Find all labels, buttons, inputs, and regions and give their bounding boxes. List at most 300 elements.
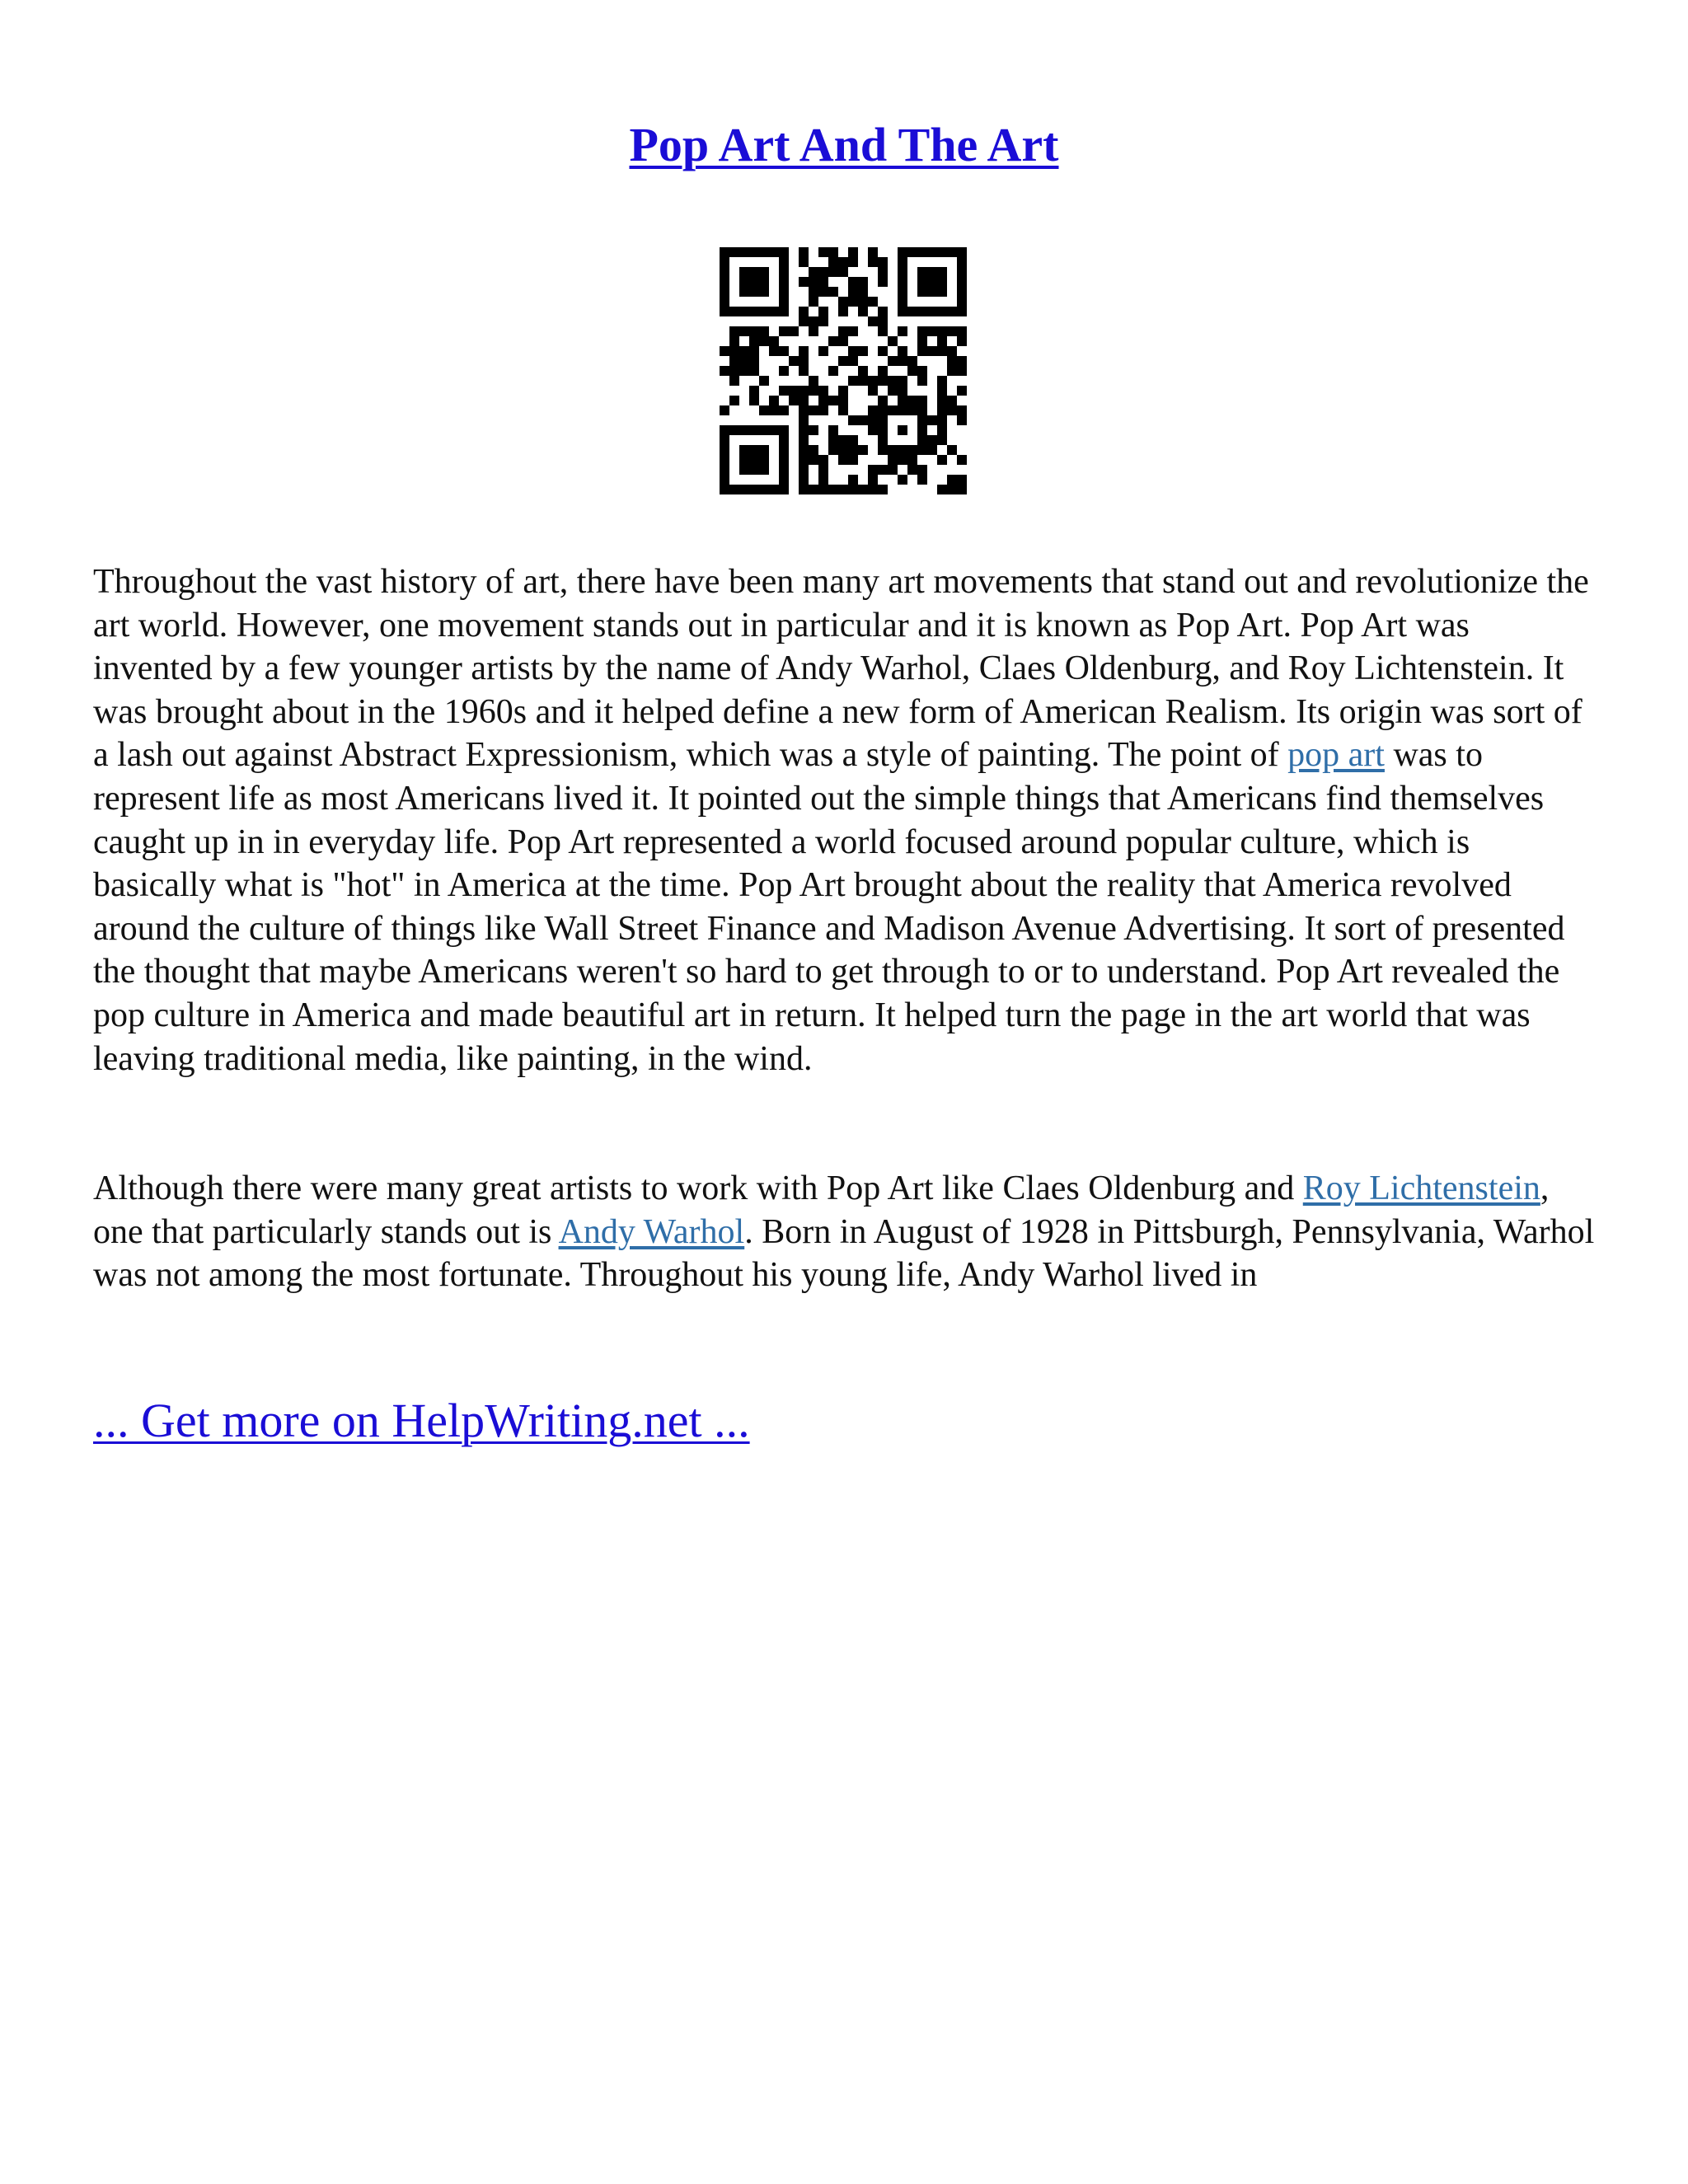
- qr-module: [759, 247, 769, 257]
- qr-module: [759, 336, 769, 346]
- qr-module: [868, 485, 878, 494]
- qr-module: [789, 326, 799, 336]
- qr-module: [878, 326, 888, 336]
- qr-module: [799, 247, 809, 257]
- qr-module: [779, 326, 789, 336]
- qr-module: [799, 425, 809, 435]
- qr-module: [799, 475, 809, 485]
- qr-module: [868, 415, 878, 425]
- qr-module: [720, 287, 729, 297]
- qr-module: [769, 425, 779, 435]
- qr-module: [769, 396, 779, 405]
- qr-module: [858, 445, 868, 455]
- qr-module: [789, 386, 799, 396]
- qr-module: [739, 326, 749, 336]
- qr-module: [907, 405, 917, 415]
- qr-module: [739, 267, 749, 277]
- qr-module: [937, 346, 947, 356]
- qr-module: [937, 435, 947, 445]
- qr-module: [779, 485, 789, 494]
- qr-module: [729, 336, 739, 346]
- qr-module: [947, 475, 957, 485]
- qr-module: [729, 247, 739, 257]
- qr-module: [888, 445, 898, 455]
- qr-module: [809, 386, 818, 396]
- qr-module: [937, 267, 947, 277]
- qr-module: [729, 425, 739, 435]
- qr-module: [729, 326, 739, 336]
- qr-module: [917, 267, 927, 277]
- get-more-link[interactable]: ... Get more on HelpWriting.net ...: [93, 1394, 750, 1447]
- qr-module: [898, 277, 907, 287]
- qr-module: [898, 307, 907, 316]
- qr-module: [818, 316, 828, 326]
- qr-module: [858, 366, 868, 376]
- qr-module: [927, 287, 937, 297]
- qr-module: [937, 425, 947, 435]
- qr-module: [957, 386, 967, 396]
- qr-module: [720, 465, 729, 475]
- qr-module: [907, 356, 917, 366]
- qr-module: [799, 277, 809, 287]
- qr-module: [779, 297, 789, 307]
- qr-module: [739, 346, 749, 356]
- qr-module: [858, 346, 868, 356]
- qr-module: [957, 415, 967, 425]
- qr-module: [848, 277, 858, 287]
- qr-module: [868, 386, 878, 396]
- andy-warhol-link[interactable]: Andy Warhol: [558, 1212, 745, 1251]
- qr-module: [937, 326, 947, 336]
- qr-module: [799, 307, 809, 316]
- qr-module: [947, 445, 957, 455]
- paragraph-2-text-a: Although there were many great artists to work with Pop Art like Claes Oldenburg and: [93, 1169, 1303, 1207]
- qr-module: [878, 267, 888, 277]
- roy-lichtenstein-link[interactable]: Roy Lichtenstein: [1302, 1169, 1540, 1207]
- paragraph-2: [93, 1167, 1595, 1297]
- qr-module: [799, 465, 809, 475]
- qr-module: [898, 475, 907, 485]
- qr-module: [898, 425, 907, 435]
- qr-module: [749, 455, 759, 465]
- qr-module: [720, 247, 729, 257]
- qr-module: [868, 316, 878, 326]
- qr-module: [937, 376, 947, 386]
- qr-module: [898, 257, 907, 267]
- paragraph-2-text-c: . Born in August of 1928 in Pittsburgh, Pennsylvania, Warhol was not among the most fortunate. Throughout his young life, Andy Warhol lived in: [93, 1212, 1595, 1295]
- qr-module: [848, 376, 858, 386]
- qr-module: [947, 346, 957, 356]
- qr-module: [779, 435, 789, 445]
- qr-module: [888, 405, 898, 415]
- qr-module: [720, 455, 729, 465]
- qr-module: [898, 287, 907, 297]
- qr-module: [809, 485, 818, 494]
- qr-module: [838, 445, 848, 455]
- qr-module: [927, 435, 937, 445]
- qr-module: [937, 455, 947, 465]
- qr-module: [868, 425, 878, 435]
- qr-module: [749, 356, 759, 366]
- qr-module: [937, 336, 947, 346]
- qr-module: [779, 455, 789, 465]
- qr-module: [720, 297, 729, 307]
- qr-module: [749, 287, 759, 297]
- qr-module: [917, 247, 927, 257]
- qr-module: [818, 386, 828, 396]
- qr-module: [769, 247, 779, 257]
- qr-module: [739, 455, 749, 465]
- qr-code-icon: [720, 247, 967, 494]
- qr-module: [937, 386, 947, 396]
- qr-module: [878, 435, 888, 445]
- qr-module: [917, 396, 927, 405]
- qr-module: [888, 356, 898, 366]
- qr-module: [759, 326, 769, 336]
- qr-module: [720, 475, 729, 485]
- qr-module: [769, 346, 779, 356]
- qr-module: [957, 247, 967, 257]
- qr-code: [720, 247, 967, 494]
- qr-module: [749, 485, 759, 494]
- qr-module: [917, 425, 927, 435]
- qr-module: [937, 287, 947, 297]
- qr-module: [957, 405, 967, 415]
- qr-module: [838, 297, 848, 307]
- qr-module: [818, 485, 828, 494]
- qr-module: [809, 326, 818, 336]
- qr-module: [799, 257, 809, 267]
- qr-module: [720, 366, 729, 376]
- qr-module: [898, 376, 907, 386]
- qr-module: [848, 435, 858, 445]
- qr-module: [858, 297, 868, 307]
- qr-module: [739, 247, 749, 257]
- qr-module: [957, 326, 967, 336]
- page-title: [0, 112, 1688, 178]
- qr-module: [868, 257, 878, 267]
- qr-module: [739, 366, 749, 376]
- qr-module: [848, 287, 858, 297]
- qr-module: [799, 386, 809, 396]
- paragraph-1: [93, 560, 1595, 1080]
- qr-module: [749, 247, 759, 257]
- qr-module: [858, 307, 868, 316]
- qr-module: [799, 435, 809, 445]
- qr-module: [739, 356, 749, 366]
- qr-module: [720, 445, 729, 455]
- qr-module: [779, 465, 789, 475]
- qr-module: [779, 366, 789, 376]
- qr-module: [720, 267, 729, 277]
- qr-module: [878, 405, 888, 415]
- qr-module: [749, 386, 759, 396]
- qr-module: [720, 425, 729, 435]
- qr-module: [720, 346, 729, 356]
- qr-module: [937, 307, 947, 316]
- qr-module: [759, 267, 769, 277]
- qr-module: [779, 425, 789, 435]
- qr-module: [848, 247, 858, 257]
- qr-module: [907, 465, 917, 475]
- qr-module: [947, 307, 957, 316]
- qr-module: [779, 386, 789, 396]
- qr-module: [858, 277, 868, 287]
- qr-module: [957, 307, 967, 316]
- qr-module: [818, 405, 828, 415]
- qr-module: [779, 445, 789, 455]
- qr-module: [720, 485, 729, 494]
- qr-module: [838, 396, 848, 405]
- qr-module: [809, 297, 818, 307]
- qr-module: [917, 346, 927, 356]
- qr-module: [848, 455, 858, 465]
- qr-module: [838, 307, 848, 316]
- qr-module: [888, 336, 898, 346]
- qr-module: [957, 297, 967, 307]
- qr-module: [739, 277, 749, 287]
- qr-module: [799, 405, 809, 415]
- qr-module: [898, 356, 907, 366]
- qr-module: [789, 396, 799, 405]
- qr-module: [907, 366, 917, 376]
- qr-module: [779, 247, 789, 257]
- qr-module: [898, 247, 907, 257]
- qr-module: [838, 257, 848, 267]
- qr-module: [759, 485, 769, 494]
- qr-module: [720, 257, 729, 267]
- qr-module: [799, 346, 809, 356]
- qr-module: [818, 475, 828, 485]
- qr-module: [720, 405, 729, 415]
- qr-module: [947, 247, 957, 257]
- qr-module: [779, 475, 789, 485]
- qr-module: [809, 405, 818, 415]
- qr-module: [947, 485, 957, 494]
- qr-module: [729, 376, 739, 386]
- qr-module: [907, 455, 917, 465]
- qr-module: [878, 376, 888, 386]
- qr-module: [937, 247, 947, 257]
- qr-module: [799, 445, 809, 455]
- qr-module: [779, 277, 789, 287]
- qr-module: [818, 287, 828, 297]
- qr-module: [769, 405, 779, 415]
- qr-module: [868, 405, 878, 415]
- qr-module: [898, 445, 907, 455]
- qr-module: [878, 485, 888, 494]
- qr-module: [878, 396, 888, 405]
- pop-art-link[interactable]: pop art: [1287, 736, 1385, 775]
- qr-module: [739, 425, 749, 435]
- qr-module: [739, 485, 749, 494]
- qr-module: [818, 307, 828, 316]
- qr-module: [779, 267, 789, 277]
- qr-module: [907, 396, 917, 405]
- qr-module: [878, 346, 888, 356]
- qr-module: [749, 326, 759, 336]
- qr-module: [947, 366, 957, 376]
- qr-module: [838, 386, 848, 396]
- qr-module: [907, 307, 917, 316]
- qr-module: [927, 415, 937, 425]
- qr-module: [957, 455, 967, 465]
- qr-module: [838, 356, 848, 366]
- qr-module: [838, 455, 848, 465]
- qr-module: [818, 277, 828, 287]
- qr-module: [848, 415, 858, 425]
- qr-module: [720, 277, 729, 287]
- qr-module: [749, 267, 759, 277]
- qr-module: [878, 316, 888, 326]
- qr-module: [927, 445, 937, 455]
- qr-module: [848, 356, 858, 366]
- qr-module: [789, 356, 799, 366]
- qr-module: [769, 336, 779, 346]
- qr-module: [898, 267, 907, 277]
- qr-module: [917, 336, 927, 346]
- qr-module: [799, 415, 809, 425]
- qr-module: [858, 485, 868, 494]
- qr-module: [809, 445, 818, 455]
- qr-module: [927, 307, 937, 316]
- qr-module: [947, 356, 957, 366]
- qr-module: [898, 297, 907, 307]
- qr-module: [799, 485, 809, 494]
- qr-module: [828, 287, 838, 297]
- qr-module: [799, 356, 809, 366]
- qr-module: [917, 376, 927, 386]
- qr-module: [828, 445, 838, 455]
- get-more-paragraph: [93, 1390, 750, 1452]
- qr-module: [739, 287, 749, 297]
- qr-module: [927, 267, 937, 277]
- qr-module: [848, 475, 858, 485]
- paragraph-2-text-b: , one that particularly stands out is: [93, 1169, 1550, 1251]
- qr-module: [828, 336, 838, 346]
- qr-module: [749, 396, 759, 405]
- qr-module: [759, 277, 769, 287]
- qr-module: [828, 366, 838, 376]
- qr-module: [749, 307, 759, 316]
- qr-module: [729, 366, 739, 376]
- qr-module: [878, 366, 888, 376]
- qr-module: [828, 485, 838, 494]
- qr-module: [947, 326, 957, 336]
- qr-module: [878, 415, 888, 425]
- qr-module: [917, 366, 927, 376]
- qr-module: [818, 396, 828, 405]
- qr-module: [838, 267, 848, 277]
- qr-module: [878, 277, 888, 287]
- qr-module: [917, 445, 927, 455]
- qr-module: [878, 465, 888, 475]
- qr-module: [818, 267, 828, 277]
- qr-module: [749, 465, 759, 475]
- qr-module: [898, 405, 907, 415]
- qr-module: [729, 396, 739, 405]
- title-link[interactable]: Pop Art And The Art: [629, 118, 1059, 171]
- qr-module: [917, 415, 927, 425]
- qr-module: [848, 326, 858, 336]
- qr-module: [749, 425, 759, 435]
- qr-module: [907, 445, 917, 455]
- qr-module: [729, 307, 739, 316]
- qr-module: [759, 376, 769, 386]
- qr-module: [868, 247, 878, 257]
- qr-module: [898, 326, 907, 336]
- qr-module: [848, 445, 858, 455]
- qr-module: [779, 287, 789, 297]
- qr-module: [878, 425, 888, 435]
- qr-module: [828, 435, 838, 445]
- qr-module: [749, 346, 759, 356]
- qr-module: [907, 247, 917, 257]
- qr-module: [809, 316, 818, 326]
- qr-module: [828, 425, 838, 435]
- qr-module: [898, 346, 907, 356]
- qr-module: [937, 485, 947, 494]
- qr-module: [927, 277, 937, 287]
- qr-module: [957, 287, 967, 297]
- qr-module: [957, 366, 967, 376]
- qr-module: [759, 455, 769, 465]
- qr-module: [769, 307, 779, 316]
- qr-module: [838, 485, 848, 494]
- qr-module: [868, 297, 878, 307]
- qr-module: [729, 356, 739, 366]
- qr-module: [739, 465, 749, 475]
- qr-module: [888, 376, 898, 386]
- qr-module: [868, 475, 878, 485]
- qr-module: [729, 346, 739, 356]
- qr-module: [838, 435, 848, 445]
- qr-module: [917, 465, 927, 475]
- qr-module: [848, 346, 858, 356]
- qr-module: [818, 455, 828, 465]
- qr-module: [749, 366, 759, 376]
- qr-module: [937, 396, 947, 405]
- qr-module: [828, 247, 838, 257]
- qr-module: [888, 386, 898, 396]
- qr-module: [720, 435, 729, 445]
- qr-module: [927, 326, 937, 336]
- qr-module: [858, 415, 868, 425]
- paragraph-1-text-b: was to represent life as most Americans lived it. It pointed out the simple things that Americans find themselves caught up in in everyday life. Pop Art represented a world focused around popular culture, which is basically what is "hot" in America at the time. Pop Art brought about the reality that America revolved around the culture of things like Wall Street Finance and Madison Avenue Advertising. It sort of presented the thought that maybe Americans weren't so hard to get through to or to understand. Pop Art revealed the pop culture in America and made beautiful art in return. It helped turn the page in the art world that was leaving traditional media, like painting, in the wind.: [93, 736, 1565, 1078]
- qr-module: [917, 405, 927, 415]
- qr-module: [779, 346, 789, 356]
- qr-module: [809, 455, 818, 465]
- qr-module: [868, 465, 878, 475]
- qr-module: [917, 326, 927, 336]
- qr-module: [917, 307, 927, 316]
- qr-module: [878, 257, 888, 267]
- qr-module: [779, 257, 789, 267]
- qr-module: [720, 307, 729, 316]
- qr-module: [799, 455, 809, 465]
- qr-module: [799, 316, 809, 326]
- qr-module: [818, 346, 828, 356]
- qr-module: [898, 396, 907, 405]
- qr-module: [947, 405, 957, 415]
- qr-module: [809, 277, 818, 287]
- qr-module: [828, 257, 838, 267]
- qr-module: [769, 485, 779, 494]
- qr-module: [868, 376, 878, 386]
- qr-module: [957, 277, 967, 287]
- qr-module: [888, 455, 898, 465]
- qr-module: [898, 455, 907, 465]
